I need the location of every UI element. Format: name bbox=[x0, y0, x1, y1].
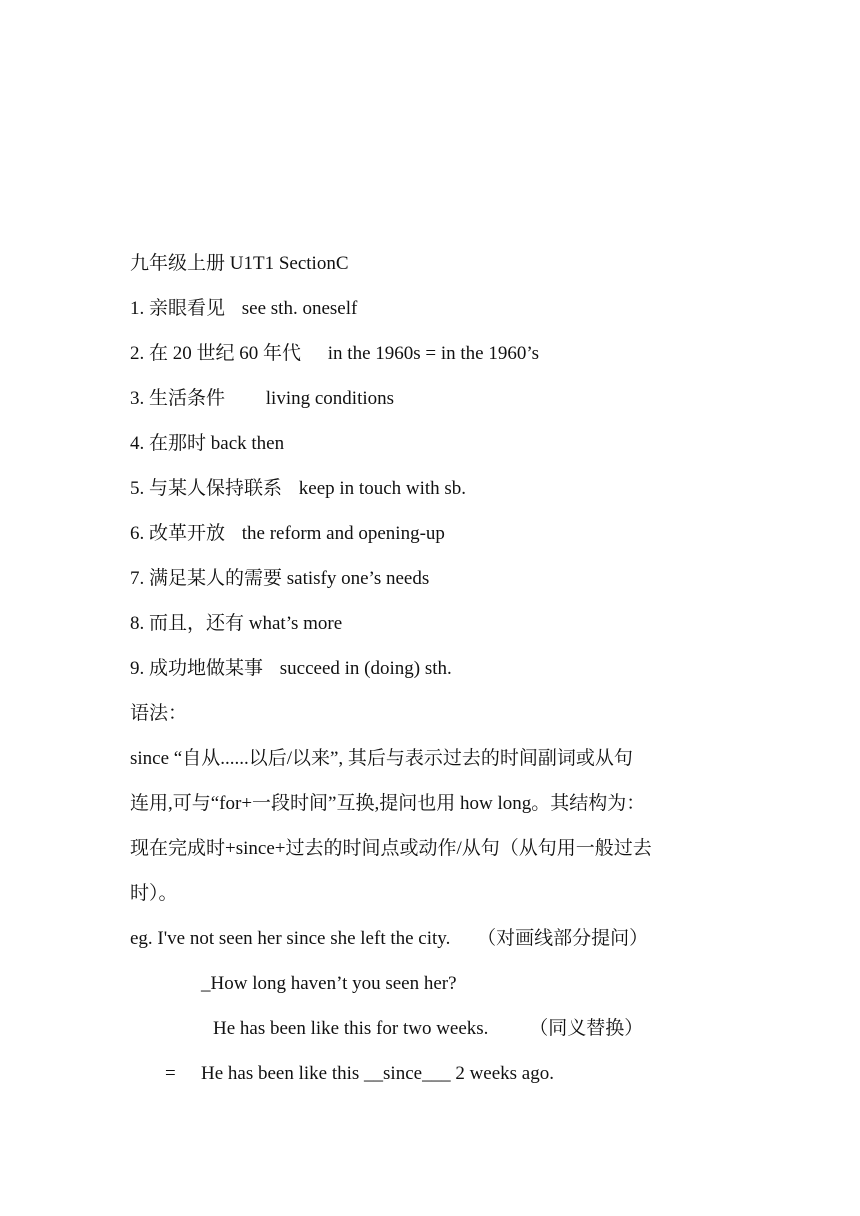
vocab-number: 5. bbox=[130, 478, 145, 499]
vocab-chinese: 生活条件 bbox=[149, 388, 226, 409]
vocab-item-3 bbox=[130, 387, 394, 411]
grammar-paragraph-line: 现在完成时+since+过去的时间点或动作/从句（从句用一般过去 bbox=[130, 838, 652, 859]
vocab-item-9 bbox=[130, 657, 452, 681]
vocab-chinese: 而且，还有 bbox=[149, 613, 245, 634]
vocab-number: 1. bbox=[130, 298, 145, 319]
vocab-chinese: 改革开放 bbox=[149, 523, 226, 544]
vocab-item-7 bbox=[130, 567, 429, 591]
vocab-chinese: 满足某人的需要 bbox=[149, 568, 283, 589]
example-instruction: （对画线部分提问） bbox=[477, 928, 649, 949]
vocab-english: living conditions bbox=[265, 388, 395, 409]
vocab-english: succeed in (doing) sth. bbox=[279, 658, 452, 679]
vocab-english: the reform and opening-up bbox=[241, 523, 445, 544]
example-instruction: （同义替换） bbox=[529, 1018, 644, 1039]
vocab-item-5 bbox=[130, 477, 466, 501]
example-sentence: He has been like this for two weeks. bbox=[213, 1018, 489, 1039]
vocab-english: in the 1960s = in the 1960’s bbox=[327, 343, 540, 364]
example-2-answer: He has been like this __since___ 2 weeks ago. bbox=[201, 1063, 554, 1084]
vocab-english: see sth. oneself bbox=[241, 298, 358, 319]
vocab-number: 9. bbox=[130, 658, 145, 679]
example-1-answer: _How long haven’t you seen her? bbox=[201, 973, 457, 994]
vocab-number: 2. bbox=[130, 343, 145, 364]
grammar-paragraph-line: 连用,可与“for+一段时间”互换,提问也用 how long。其结构为： bbox=[130, 793, 646, 814]
example-1-sentence bbox=[130, 927, 648, 951]
vocab-english: back then bbox=[210, 433, 285, 454]
document-title: 九年级上册 U1T1 SectionC bbox=[130, 253, 349, 274]
vocab-item-2 bbox=[130, 342, 539, 366]
grammar-paragraph-line: 时）。 bbox=[130, 883, 178, 904]
vocab-chinese: 亲眼看见 bbox=[149, 298, 226, 319]
example-2-equals: = bbox=[165, 1063, 176, 1084]
grammar-heading: 语法： bbox=[130, 703, 188, 724]
vocab-chinese: 成功地做某事 bbox=[149, 658, 264, 679]
vocab-english: keep in touch with sb. bbox=[298, 478, 467, 499]
vocab-item-8 bbox=[130, 612, 342, 636]
vocab-number: 6. bbox=[130, 523, 145, 544]
vocab-chinese: 在 20 世纪 60 年代 bbox=[149, 343, 302, 364]
grammar-paragraph-line: since “自从......以后/以来”, 其后与表示过去的时间副词或从句 bbox=[130, 748, 633, 769]
vocab-number: 7. bbox=[130, 568, 145, 589]
vocab-item-4 bbox=[130, 432, 284, 456]
vocab-english: satisfy one’s needs bbox=[286, 568, 430, 589]
example-sentence: eg. I've not seen her since she left the city. bbox=[130, 928, 451, 949]
vocab-number: 8. bbox=[130, 613, 145, 634]
vocab-item-6 bbox=[130, 522, 445, 546]
example-2-sentence bbox=[213, 1017, 643, 1041]
vocab-number: 3. bbox=[130, 388, 145, 409]
vocab-english: what’s more bbox=[248, 613, 343, 634]
vocab-item-1 bbox=[130, 297, 357, 321]
vocab-number: 4. bbox=[130, 433, 145, 454]
vocab-chinese: 在那时 bbox=[149, 433, 207, 454]
vocab-chinese: 与某人保持联系 bbox=[149, 478, 283, 499]
